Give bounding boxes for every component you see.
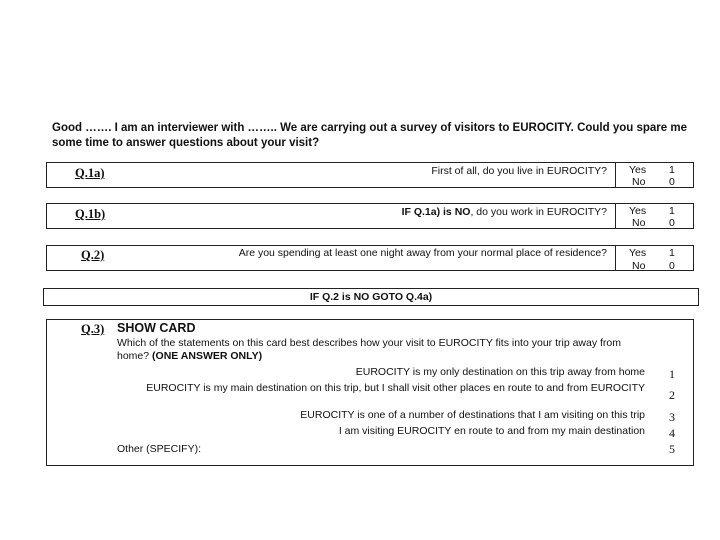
question-label: Q.3) (81, 322, 105, 336)
option-code: 3 (669, 410, 675, 424)
option-other: Other (SPECIFY): (117, 443, 202, 455)
question-q1a (46, 162, 694, 188)
code-no: 0 (669, 176, 675, 188)
column-divider (615, 246, 616, 270)
answer-yes: Yes (629, 247, 647, 259)
code-no: 0 (669, 260, 675, 272)
option-text: I am visiting EUROCITY en route to and from my main destination (338, 425, 645, 437)
routing-instruction: IF Q.2 is NO GOTO Q.4a) (43, 288, 699, 306)
question-q3 (46, 319, 694, 466)
option-code: 5 (669, 442, 675, 456)
code-yes: 1 (669, 164, 675, 176)
answer-no: No (632, 260, 646, 272)
answer-yes: Yes (629, 164, 647, 176)
question-body: Which of the statements on this card best describes how your visit to EUROCITY fits into your trip away from home? (117, 337, 621, 362)
question-text (402, 206, 607, 218)
question-label: Q.1b) (75, 207, 106, 221)
option-text: EUROCITY is one of a number of destinations that I am visiting on this trip (300, 409, 645, 421)
option-text: EUROCITY is my only destination on this trip away from home (355, 366, 645, 378)
answer-no: No (632, 217, 646, 229)
question-body: , do you work in EUROCITY? (470, 206, 607, 218)
code-yes: 1 (669, 247, 675, 259)
question-q1b (46, 203, 694, 229)
intro-text: Good ……. I am an interviewer with …….. We are carrying out a survey of visitors to EUROCITY. Could you spare me some time to answer questions about your visit? (52, 122, 687, 149)
question-text (117, 337, 647, 363)
question-q2 (46, 245, 694, 271)
question-label: Q.2) (81, 248, 105, 262)
answer-no: No (632, 176, 646, 188)
option-code: 4 (669, 426, 675, 440)
answer-instruction: (ONE ANSWER ONLY) (152, 350, 263, 362)
show-card-heading: SHOW CARD (117, 321, 196, 335)
option-code: 1 (669, 367, 675, 381)
code-yes: 1 (669, 205, 675, 217)
question-text: Are you spending at least one night away from your normal place of residence? (238, 247, 607, 259)
question-label: Q.1a) (75, 166, 105, 180)
question-text: First of all, do you live in EUROCITY? (431, 165, 607, 177)
column-divider (615, 204, 616, 228)
option-text: EUROCITY is my main destination on this trip, but I shall visit other places en route to and from EUROCITY (146, 382, 645, 394)
code-no: 0 (669, 217, 675, 229)
answer-yes: Yes (629, 205, 647, 217)
option-code: 2 (669, 388, 675, 402)
column-divider (615, 163, 616, 187)
routing-prefix: IF Q.1a) is NO (401, 206, 471, 218)
